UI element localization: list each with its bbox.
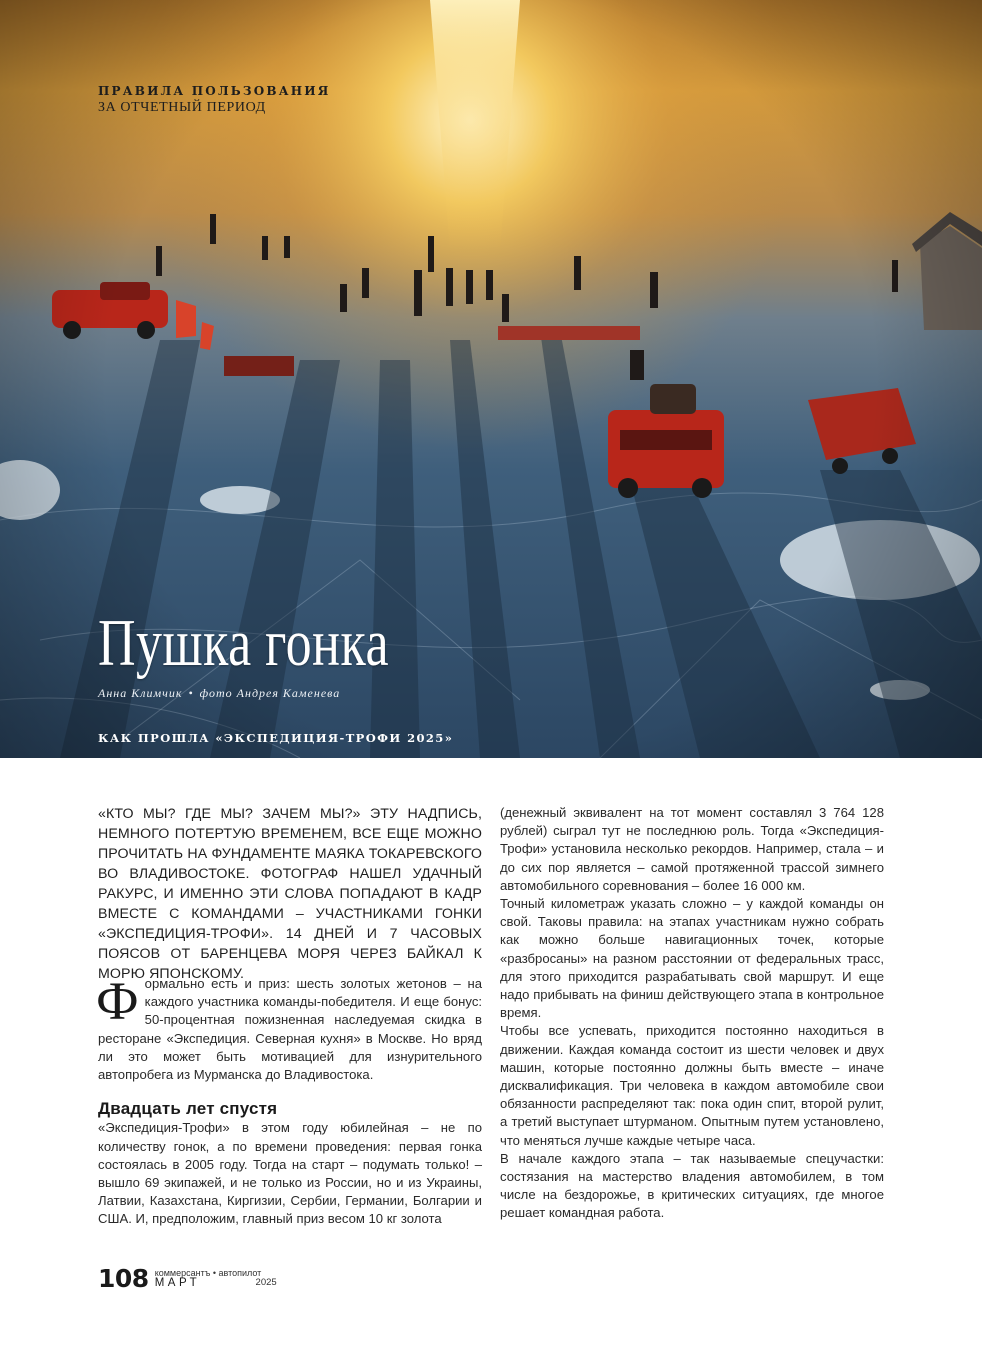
lead-paragraph: «КТО МЫ? ГДЕ МЫ? ЗАЧЕМ МЫ?» ЭТУ НАДПИСЬ, НЕМНОГО ПОТЕРТУЮ ВРЕМЕНЕМ, ВСЕ ЕЩЕ МОЖНО ПРОЧИТАТЬ НА ФУНДАМЕНТЕ МАЯКА ТОКАРЕВСКОГО ВО ВЛАДИВОСТОКЕ. ФОТОГРАФ НАШЕЛ УДАЧНЫЙ РАКУРС, И ИМЕННО ЭТИ СЛОВА ПОПАДАЮТ В КАДР ВМЕСТЕ С КОМАНДАМИ – УЧАСТНИКАМИ ГОНКИ «ЭКСПЕДИЦИЯ-ТРОФИ». 14 ДНЕЙ И 7 ЧАСОВЫХ ПОЯСОВ ОТ БАРЕНЦЕВА МОРЯ ЧЕРЕЗ БАЙКАЛ К МОРЮ ЯПОНСКОМУ. xyxy=(98,806,482,982)
byline-separator: • xyxy=(188,686,194,700)
byline-author: Анна Климчик xyxy=(98,686,183,700)
paragraph-4: Точный километраж указать сложно – у каждой команды он свой. Таковы правила: на этапах участникам нужно собрать как можно больше навигационных точек, которые «разбросаны» на разном расстоянии от федеральных трасс, для этого приходится разрабатывать свой маршрут. И еще надо прибывать на финиш действующего этапа в контрольное время. xyxy=(500,896,884,1021)
column-right xyxy=(500,804,884,1223)
byline xyxy=(98,686,340,701)
subheading: Двадцать лет спустя xyxy=(98,1099,278,1119)
paragraph-6: В начале каждого этапа – так называемые спецучастки: состязания на мастерство владения автомобилем, в том числе на бездорожье, в критических ситуациях, где многое решает командная работа. xyxy=(500,1150,884,1221)
magazine-info xyxy=(155,1268,277,1288)
rubric-line-2: ЗА ОТЧЕТНЫЙ ПЕРИОД xyxy=(98,100,266,115)
page-number: 108 xyxy=(98,1264,149,1293)
magazine-name: коммерсантъ • автопилот xyxy=(154,1268,262,1278)
paragraph-1 xyxy=(96,971,482,1084)
column-left xyxy=(96,971,482,1229)
paragraph-3: (денежный эквивалент на тот момент составлял 3 764 128 рублей) сыграл тут не последнюю роль. Тогда «Экспедиция-Трофи» установила несколько рекордов. Например, стала – и до сих пор является – самой протяженной трассой зимнего автомобильного соревнования – более 16 000 км. xyxy=(500,805,884,893)
drop-cap: Ф xyxy=(96,971,139,1031)
rubric-line-1: ПРАВИЛА ПОЛЬЗОВАНИЯ xyxy=(98,84,331,98)
kicker: КАК ПРОШЛА «ЭКСПЕДИЦИЯ-ТРОФИ 2025» xyxy=(98,731,454,745)
issue-month: МАРТ xyxy=(154,1277,201,1289)
paragraph-1-text: ормально есть и приз: шесть золотых жетонов – на каждого участника команды-победителя. И еще бонус: 50-процентная пожизненная наследуемая скидка в ресторане «Экспедиция. Северная кухня» в Москве. Но вряд ли это может быть мотивацией для изнурительного автопробега из Мурманска до Владивостока. xyxy=(98,976,482,1083)
article-title: Пушка гонка xyxy=(98,607,390,681)
section-rubric xyxy=(98,84,331,116)
byline-photo: фото Андрея Каменева xyxy=(199,686,341,700)
paragraph-5: Чтобы все успевать, приходится постоянно находиться в движении. Каждая команда состоит из шести человек и двух машин, которые постоянно должны быть вместе – иначе дисквалификация. Три человека в каждом автомобиле свои обязанности распределяют так: пока один спит, второй рулит, а третий выступает штурманом. Опытным путем установлено, что меняться лучше каждые четыре часа. xyxy=(500,1023,884,1148)
page-footer xyxy=(98,1266,277,1292)
paragraph-2: «Экспедиция-Трофи» в этом году юбилейная – не по количеству гонок, а по времени проведения: первая гонка состоялась в 2005 году. Тогда на старт – подумать только! – вышло 69 экипажей, и не только из России, но и из Украины, Латвии, Казахстана, Киргизии, Сербии, Германии, Болгарии и США. И, предположим, главный приз весом 10 кг золота xyxy=(98,1120,482,1227)
issue-year: 2025 xyxy=(255,1277,277,1288)
